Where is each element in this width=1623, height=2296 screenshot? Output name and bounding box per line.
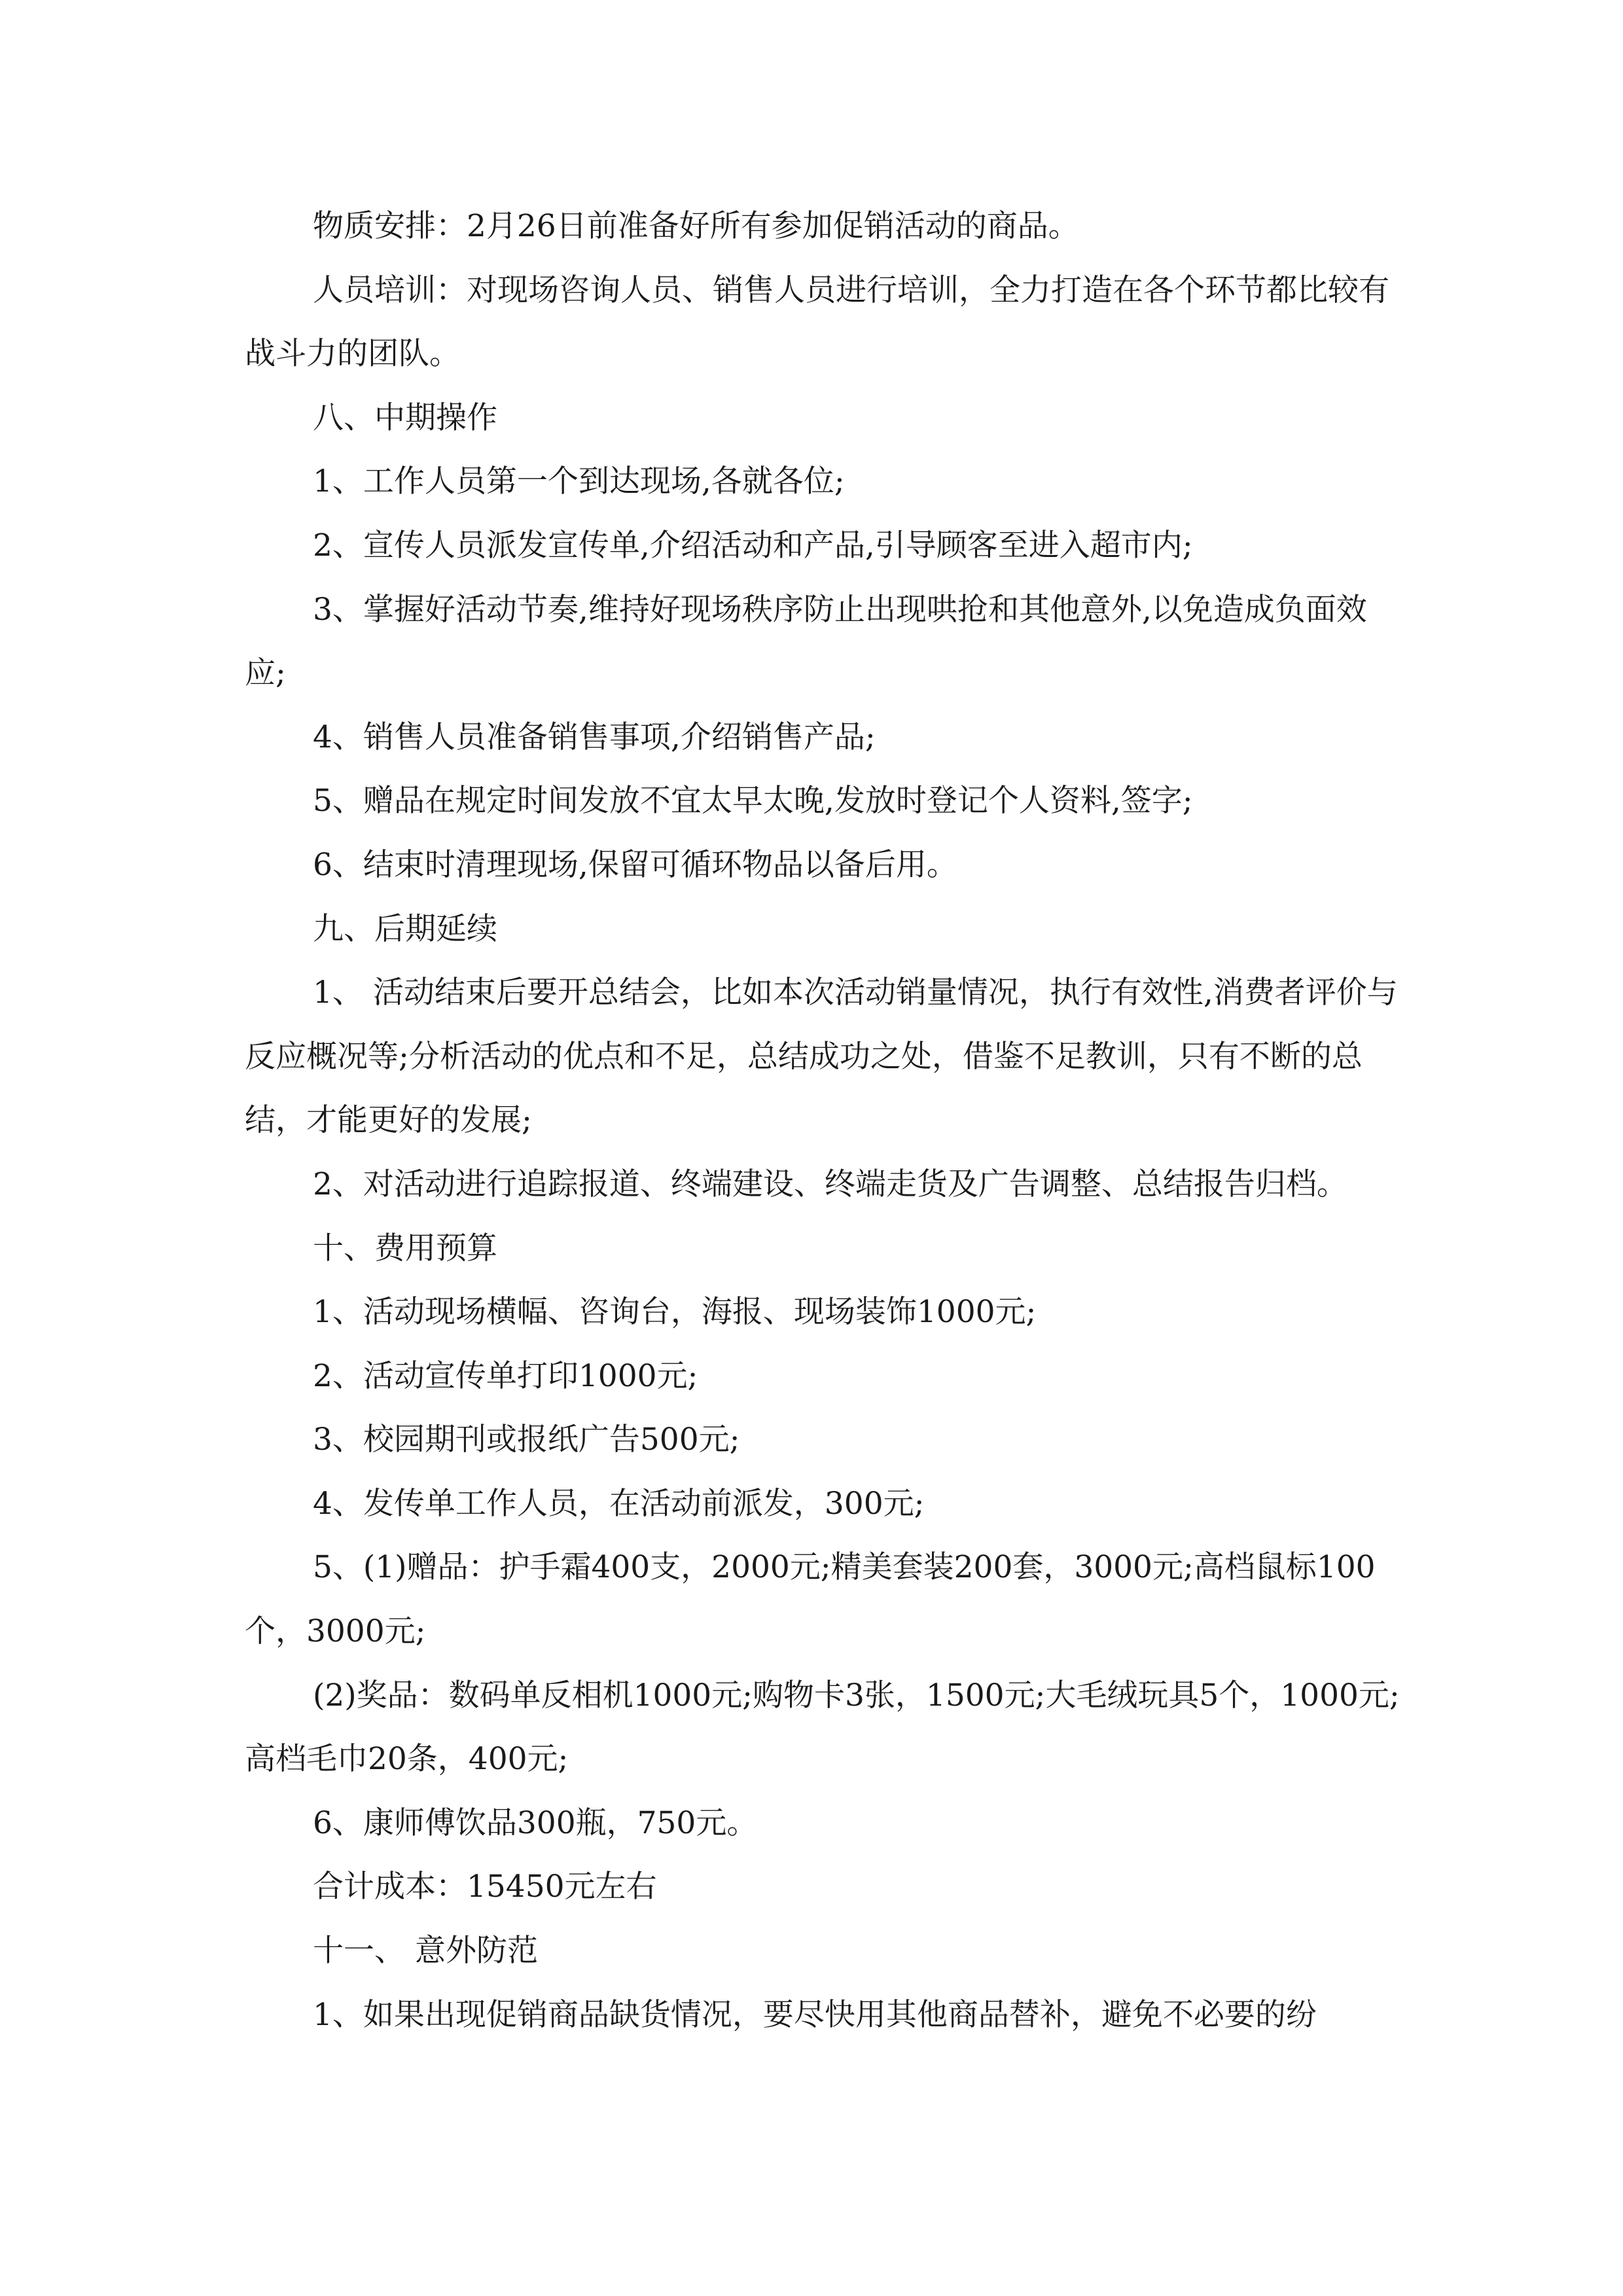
list-item: 4、销售人员准备销售事项,介绍销售产品; <box>313 719 876 755</box>
list-item: 6、结束时清理现场,保留可循环物品以备后用。 <box>313 846 957 883</box>
list-item: 3、校园期刊或报纸广告500元; <box>313 1422 740 1458</box>
list-item: 3、掌握好活动节奏,维持好现场秩序防止出现哄抢和其他意外,以免造成负面效应; <box>245 591 1367 692</box>
section-heading-follow-up: 九、后期延续 <box>313 910 497 947</box>
paragraph-staff-training: 人员培训：对现场咨询人员、销售人员进行培训，全力打造在各个环节都比较有战斗力的团队。 <box>245 272 1389 372</box>
section-heading-contingency: 十一、 意外防范 <box>313 1933 538 1969</box>
list-item: (2)奖品：数码单反相机1000元;购物卡3张，1500元;大毛绒玩具5个，1000元;高档毛巾20条，400元; <box>245 1677 1400 1778</box>
list-item: 1、 活动结束后要开总结会，比如本次活动销量情况，执行有效性,消费者评价与反应概况等;分析活动的优点和不足，总结成功之处，借鉴不足教训，只有不断的总结，才能更好的发展; <box>245 975 1398 1139</box>
list-item: 4、发传单工作人员，在活动前派发，300元; <box>313 1485 925 1522</box>
document-body <box>245 194 1403 2047</box>
section-heading-mid-term: 八、中期操作 <box>313 399 497 436</box>
list-item: 1、如果出现促销商品缺货情况，要尽快用其他商品替补，避免不必要的纷 <box>313 1996 1317 2033</box>
list-item: 1、工作人员第一个到达现场,各就各位; <box>313 463 845 500</box>
list-item: 2、对活动进行追踪报道、终端建设、终端走货及广告调整、总结报告归档。 <box>313 1166 1347 1202</box>
list-item: 2、宣传人员派发宣传单,介绍活动和产品,引导顾客至进入超市内; <box>313 527 1193 564</box>
total-cost: 合计成本：15450元左右 <box>313 1869 657 1905</box>
paragraph-material-arrangement: 物质安排：2月26日前准备好所有参加促销活动的商品。 <box>313 208 1079 244</box>
list-item: 6、康师傅饮品300瓶，750元。 <box>313 1804 758 1841</box>
section-heading-budget: 十、费用预算 <box>313 1230 497 1266</box>
list-item: 2、活动宣传单打印1000元; <box>313 1357 698 1394</box>
list-item: 1、活动现场横幅、咨询台，海报、现场装饰1000元; <box>313 1294 1037 1331</box>
list-item: 5、(1)赠品：护手霜400支，2000元;精美套装200套，3000元;高档鼠标100个，3000元; <box>245 1549 1376 1650</box>
list-item: 5、赠品在规定时间发放不宜太早太晚,发放时登记个人资料,签字; <box>313 783 1193 819</box>
